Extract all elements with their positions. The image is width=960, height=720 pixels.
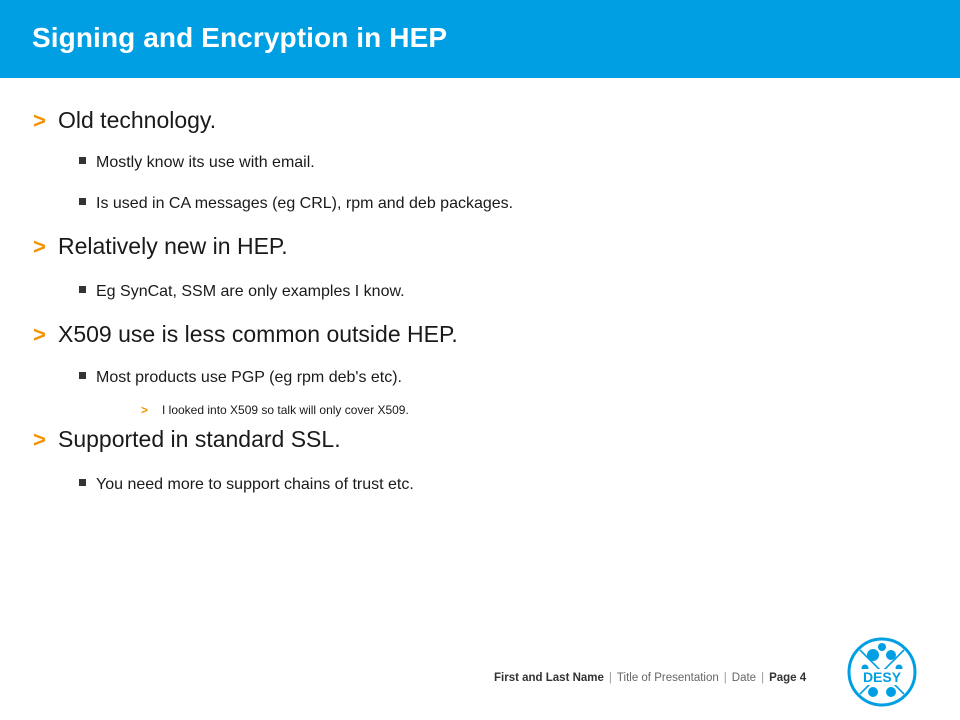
- bullet-text: Relatively new in HEP.: [58, 233, 288, 259]
- bullet-level2-syncat: [79, 283, 405, 301]
- bullet-level2-ca-messages: [79, 195, 513, 213]
- bullet-level2-chains: [79, 476, 414, 494]
- footer-page-number: Page 4: [769, 672, 807, 684]
- bullet-level1-relatively-new: [33, 233, 288, 260]
- bullet-text: Mostly know its use with email.: [96, 154, 315, 171]
- bullet-level1-ssl: [33, 426, 341, 453]
- bullet-text: Supported in standard SSL.: [58, 426, 341, 452]
- square-bullet-icon: [79, 372, 86, 379]
- bullet-level2-pgp: [79, 369, 402, 387]
- footer-separator: |: [608, 672, 612, 684]
- arrow-bullet-icon: >: [33, 427, 46, 452]
- bullet-level1-old-technology: [33, 107, 216, 134]
- square-bullet-icon: [79, 157, 86, 164]
- logo-text: DESY: [862, 669, 902, 685]
- footer-presentation-title: Title of Presentation: [616, 672, 719, 684]
- bullet-text: Most products use PGP (eg rpm deb's etc).: [96, 369, 402, 386]
- footer-author: First and Last Name: [494, 672, 604, 684]
- bullet-text: You need more to support chains of trust etc.: [96, 476, 414, 493]
- arrow-bullet-icon: >: [33, 108, 46, 133]
- footer-date: Date: [731, 672, 757, 684]
- square-bullet-icon: [79, 198, 86, 205]
- title-bar: [0, 0, 960, 78]
- bullet-level3-x509-talk: [141, 403, 409, 417]
- footer-separator: |: [761, 672, 765, 684]
- bullet-text: Is used in CA messages (eg CRL), rpm and deb packages.: [96, 195, 514, 212]
- bullet-level1-x509: [33, 321, 458, 348]
- square-bullet-icon: [79, 479, 86, 486]
- square-bullet-icon: [79, 286, 86, 293]
- arrow-bullet-icon: >: [33, 322, 46, 347]
- arrow-bullet-icon: >: [33, 234, 46, 259]
- bullet-level2-email: [79, 154, 315, 172]
- bullet-text: Eg SynCat, SSM are only examples I know.: [96, 283, 405, 300]
- slide-footer: [494, 672, 806, 684]
- slide-title: Signing and Encryption in HEP: [32, 22, 448, 53]
- desy-logo: [846, 636, 918, 708]
- bullet-text: I looked into X509 so talk will only cover X509.: [162, 403, 409, 417]
- footer-separator: |: [723, 672, 727, 684]
- bullet-text: X509 use is less common outside HEP.: [58, 321, 458, 347]
- bullet-text: Old technology.: [58, 107, 217, 133]
- arrow-bullet-icon: >: [141, 403, 149, 417]
